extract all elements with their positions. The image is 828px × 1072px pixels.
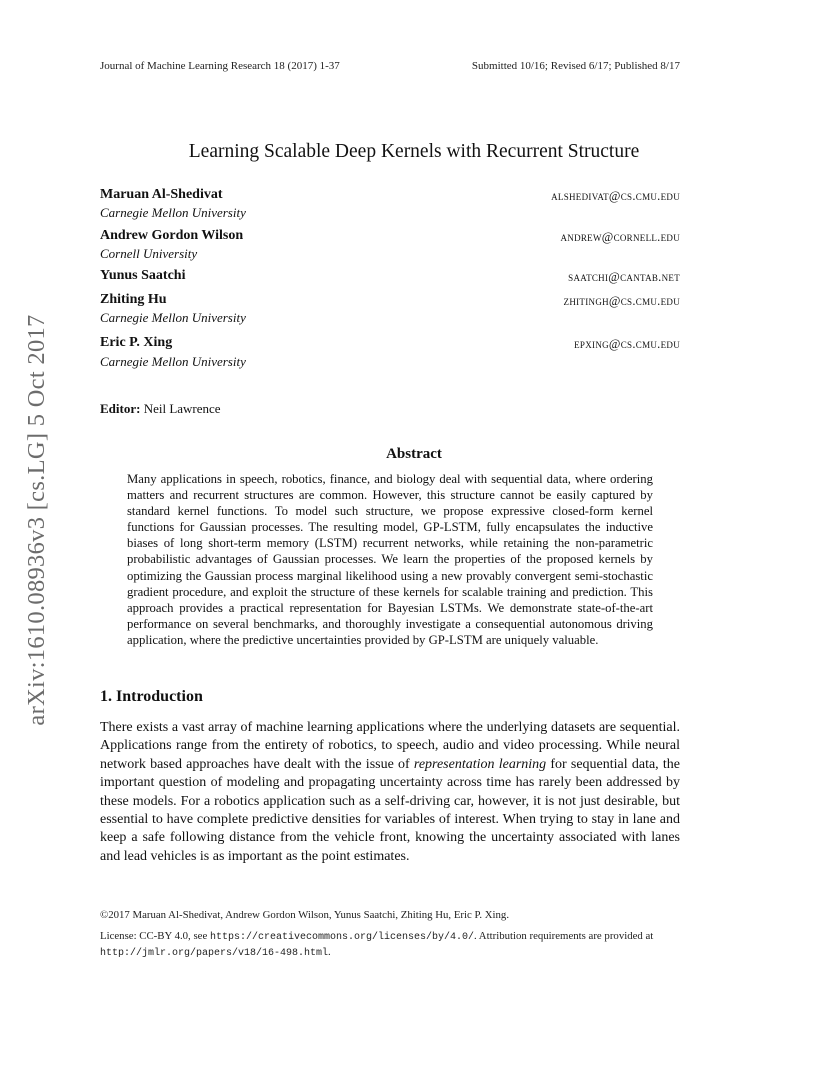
- author-name: Maruan Al-Shedivat: [100, 187, 223, 202]
- license-text: License: CC-BY 4.0, see: [100, 930, 210, 942]
- intro-text: for sequential data, the important question of modeling and propagating uncertainty across time has rarely been addressed by these models. For a robotics application such as a self-driving car, however, it is not just desirable, but essential to have complete predictive densities for variables of interest. When trying to stay in lane and keep a safe following distance from the vehicle front, knowing the uncertainty associated with lanes and lead vehicles is as important as the point estimates.: [100, 756, 680, 864]
- intro-text: There exists a vast array of machine learning applications where the underlying datasets are sequential. Applications range from the entirety of robotics, to speech, audio and video processing. While neural network based approaches have dealt with the issue of: [100, 720, 680, 772]
- intro-emphasis: representation learning: [413, 756, 547, 772]
- author-affiliation: Carnegie Mellon University: [100, 205, 246, 220]
- abstract-heading: Abstract: [386, 446, 442, 462]
- editor-line: [100, 401, 221, 417]
- author-affiliation: Carnegie Mellon University: [100, 310, 246, 325]
- author-name: Andrew Gordon Wilson: [100, 228, 244, 243]
- author-email: epxing@cs.cmu.edu: [574, 337, 680, 351]
- author-email: alshedivat@cs.cmu.edu: [551, 189, 680, 203]
- license-note: [100, 929, 680, 961]
- author-affiliation: Carnegie Mellon University: [100, 354, 246, 369]
- introduction-paragraph: [100, 719, 680, 866]
- author-name: Zhiting Hu: [100, 292, 167, 307]
- author-name: Eric P. Xing: [100, 335, 173, 350]
- license-link[interactable]: https://creativecommons.org/licenses/by/4.0/: [209, 932, 474, 943]
- abstract-text: Many applications in speech, robotics, finance, and biology deal with sequential data, where ordering matters and recurrent structures are common. However, this structure cannot be easily captured by standard kernel functions. To model such structure, we propose expressive closed-form kernel functions for Gaussian processes. The resulting model, GP-LSTM, fully encapsulates the inductive biases of long short-term memory (LSTM) recurrent networks, while retaining the non-parametric probabilistic advantages of Gaussian processes. We learn the properties of the proposed kernels by optimizing the Gaussian process marginal likelihood using a new provably convergent semi-stochastic gradient procedure, and exploit the structure of these kernels for scalable training and prediction. This approach provides a practical representation for Bayesian LSTMs. We demonstrate state-of-the-art performance on several benchmarks, and thoroughly investigate a consequential autonomous driving application, where the predictive uncertainties provided by GP-LSTM are uniquely valuable.: [127, 472, 653, 647]
- copyright-line: ©2017 Maruan Al-Shedivat, Andrew Gordon Wilson, Yunus Saatchi, Zhiting Hu, Eric P. Xing.: [100, 909, 510, 921]
- license-text: . Attribution requirements are provided at: [474, 930, 654, 942]
- editor-label: Editor:: [100, 401, 141, 416]
- submission-dates: Submitted 10/16; Revised 6/17; Published 8/17: [471, 60, 680, 72]
- author-affiliation: Cornell University: [100, 246, 198, 261]
- paper-link[interactable]: http://jmlr.org/papers/v18/16-498.html: [100, 948, 329, 959]
- section-heading: 1. Introduction: [100, 688, 203, 705]
- author-email: saatchi@cantab.net: [568, 270, 680, 284]
- journal-header: Journal of Machine Learning Research 18 (2017) 1-37: [100, 60, 340, 72]
- paper-title: Learning Scalable Deep Kernels with Recurrent Structure: [188, 141, 640, 162]
- editor-name: Neil Lawrence: [143, 401, 221, 416]
- license-text: .: [328, 946, 331, 958]
- author-email: zhitingh@cs.cmu.edu: [563, 294, 680, 308]
- author-email: andrew@cornell.edu: [560, 230, 680, 244]
- author-name: Yunus Saatchi: [100, 268, 186, 283]
- arxiv-stamp: arXiv:1610.08936v3 [cs.LG] 5 Oct 2017: [23, 314, 50, 726]
